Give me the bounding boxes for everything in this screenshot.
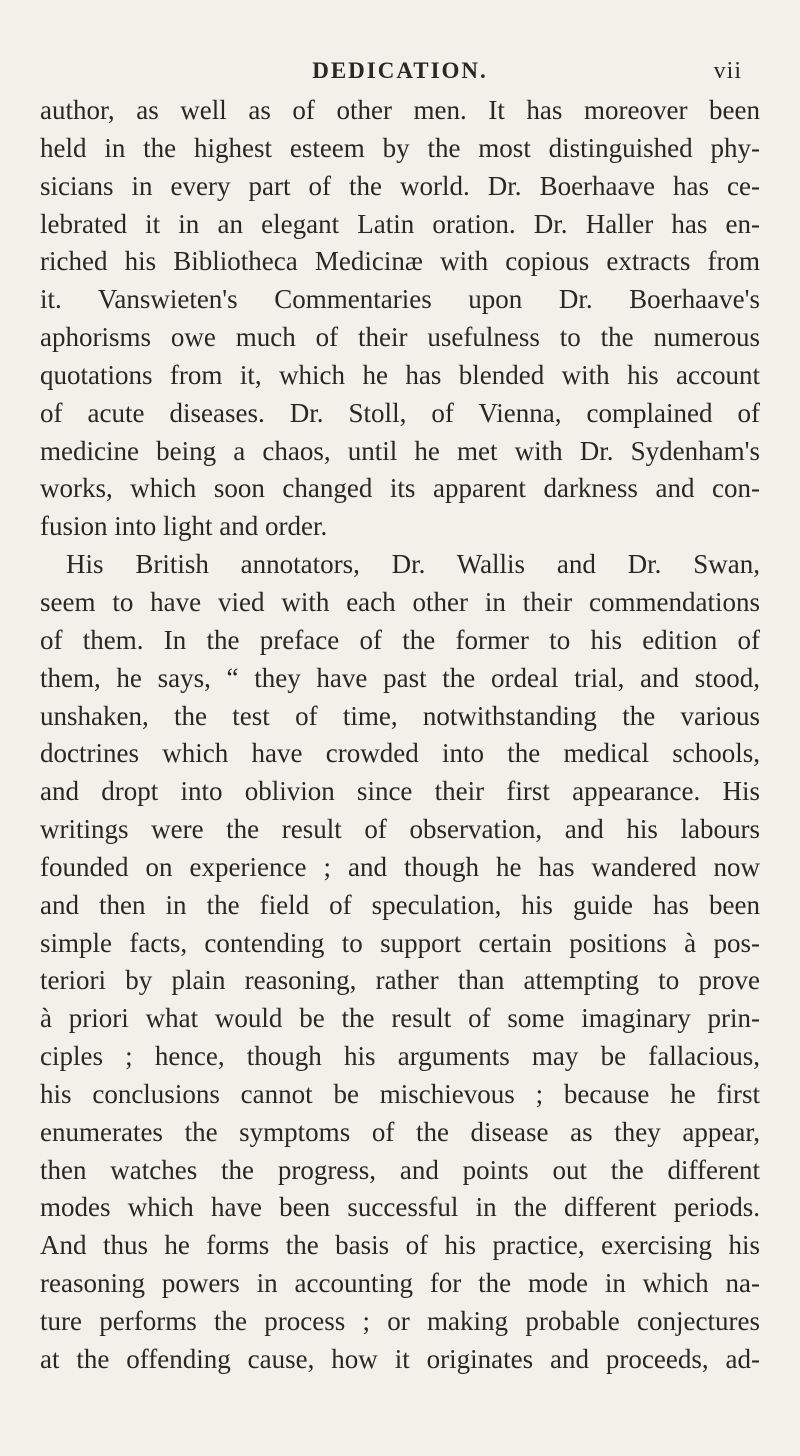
text-line: sicians in every part of the world. Dr. Boerhaave has ce-	[40, 170, 760, 201]
text-line: simple facts, contending to support certain positions à pos-	[40, 927, 760, 958]
text-line: And thus he forms the basis of his practice, exercising his	[40, 1230, 760, 1261]
text-line: of acute diseases. Dr. Stoll, of Vienna, complained of	[40, 397, 760, 428]
text-line: founded on experience ; and though he has wandered now	[40, 851, 760, 882]
text-line: à priori what would be the result of some imaginary prin-	[40, 1003, 760, 1034]
text-line: fusion into light and order.	[40, 511, 328, 542]
text-line: and dropt into oblivion since their first appearance. His	[40, 776, 760, 807]
text-line: it. Vanswieten's Commentaries upon Dr. Boerhaave's	[40, 284, 760, 315]
text-line: doctrines which have crowded into the medical schools,	[40, 738, 760, 769]
text-line: seem to have vied with each other in their commendations	[40, 586, 760, 617]
text-line: author, as well as of other men. It has moreover been	[40, 95, 760, 125]
text-line: then watches the progress, and points out the different	[40, 1154, 760, 1185]
text-line: aphorisms owe much of their usefulness to the numerous	[40, 322, 760, 353]
text-line: writings were the result of observation, and his labours	[40, 814, 760, 845]
text-line: enumerates the symptoms of the disease as they appear,	[40, 1116, 760, 1147]
text-line: His British annotators, Dr. Wallis and Dr. Swan,	[66, 549, 760, 580]
text-line: medicine being a chaos, until he met with Dr. Sydenham's	[40, 435, 760, 466]
text-line: unshaken, the test of time, notwithstanding the various	[40, 700, 760, 731]
text-line: them, he says, “ they have past the ordeal trial, and stood,	[40, 662, 760, 693]
running-head: DEDICATION.	[312, 58, 488, 83]
page-number: vii	[713, 58, 742, 84]
text-line: his conclusions cannot be mischievous ; because he first	[40, 1078, 760, 1109]
text-line: and then in the field of speculation, his guide has been	[40, 889, 760, 920]
text-line: ture performs the process ; or making probable conjectures	[40, 1306, 760, 1336]
text-line: at the offending cause, how it originates and proceeds, ad-	[40, 1343, 760, 1374]
text-line: ciples ; hence, though his arguments may be fallacious,	[40, 1041, 760, 1072]
text-line: teriori by plain reasoning, rather than attempting to prove	[40, 965, 760, 996]
text-line: works, which soon changed its apparent darkness and con-	[40, 473, 760, 504]
text-line: modes which have been successful in the different periods.	[40, 1192, 760, 1223]
text-line: held in the highest esteem by the most distinguished phy-	[40, 132, 760, 163]
body-text	[40, 92, 760, 1379]
text-line: of them. In the preface of the former to his edition of	[40, 624, 760, 655]
text-line: riched his Bibliotheca Medicinæ with copious extracts from	[40, 246, 760, 277]
text-line: lebrated it in an elegant Latin oration. Dr. Haller has en-	[40, 208, 760, 239]
text-line: quotations from it, which he has blended with his account	[40, 359, 760, 390]
text-line: reasoning powers in accounting for the mode in which na-	[40, 1268, 760, 1299]
